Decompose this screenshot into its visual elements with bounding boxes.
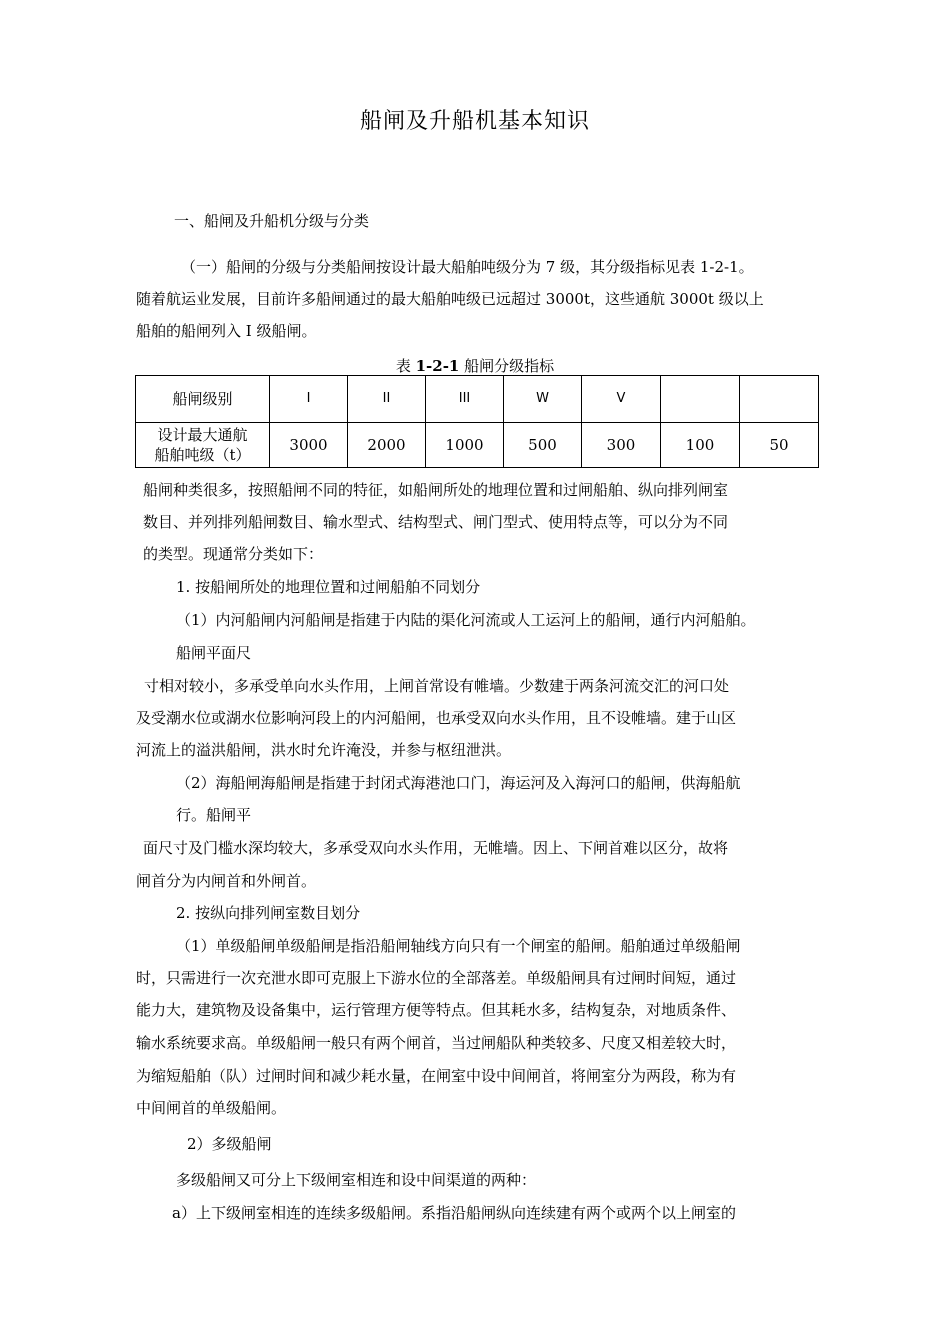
paragraph-line: 数目、并列排列船闸数目、输水型式、结构型式、闸门型式、使用特点等，可以分为不同 [143,513,729,531]
grade-cell: II [348,376,426,423]
paragraph-line: 闸首分为内闸首和外闸首。 [136,872,317,890]
paragraph-line: a）上下级闸室相连的连续多级船闸。系指沿船闸纵向连续建有两个或两个以上闸室的 [172,1204,736,1222]
table-header-label: 船闸级别 [136,376,270,423]
grade-cell: W [504,376,582,423]
paragraph-line: （1）单级船闸单级船闸是指沿船闸轴线方向只有一个闸室的船闸。船舶通过单级船闸 [176,937,741,955]
table-row [136,423,819,468]
row-label-line: 设计最大通航 [157,426,248,444]
value-cell: 2000 [348,423,426,468]
paragraph-line: 河流上的溢洪船闸，洪水时允许淹没，并参与枢纽泄洪。 [136,741,512,759]
paragraph-line: 能力大，建筑物及设备集中，运行管理方便等特点。但其耗水多，结构复杂，对地质条件、 [136,1001,737,1019]
page-title: 船闸及升船机基本知识 [359,109,590,134]
paragraph-line: （一）船闸的分级与分类船闸按设计最大船舶吨级分为 7 级，其分级指标见表 1-2-1。 [181,258,754,276]
paragraph-line: 及受潮水位或湖水位影响河段上的内河船闸，也承受双向水头作用，且不设帷墙。建于山区 [136,709,737,727]
paragraph-line: （2）海船闸海船闸是指建于封闭式海港池口门，海运河及入海河口的船闸，供海船航 [176,774,741,792]
value-cell: 1000 [426,423,504,468]
list-heading: 2）多级船闸 [187,1135,272,1153]
value-cell: 300 [582,423,661,468]
paragraph-line: 面尺寸及门槛水深均较大，多承受双向水头作用，无帷墙。因上、下闸首难以区分，故将 [143,839,729,857]
paragraph-line: 船闸种类很多，按照船闸不同的特征，如船闸所处的地理位置和过闸船舶、纵向排列闸室 [143,481,729,499]
table-caption-text: 船闸分级指标 [459,357,555,375]
table-caption [0,356,950,376]
paragraph-line: 随着航运业发展，目前许多船闸通过的最大船舶吨级已远超过 3000t，这些通航 3000t 级以上 [136,290,764,308]
table-caption-number: 1-2-1 [415,357,460,375]
paragraph-line: 时，只需进行一次充泄水即可克服上下游水位的全部落差。单级船闸具有过闸时间短，通过 [136,969,737,987]
section-heading: 一、船闸及升船机分级与分类 [174,212,370,230]
table-caption-prefix: 表 [395,357,416,375]
paragraph-line: 寸相对较小，多承受单向水头作用，上闸首常设有帷墙。少数建于两条河流交汇的河口处 [144,677,730,695]
paragraph-line: 多级船闸又可分上下级闸室相连和设中间渠道的两种： [176,1171,537,1189]
paragraph-line: 为缩短船舶（队）过闸时间和减少耗水量，在闸室中设中间闸首，将闸室分为两段，称为有 [136,1067,737,1085]
value-cell: 500 [504,423,582,468]
table-header-row [136,376,819,423]
list-heading: 1. 按船闸所处的地理位置和过闸船舶不同划分 [176,578,481,596]
table-row-label [136,423,270,468]
paragraph-line: （1）内河船闸内河船闸是指建于内陆的渠化河流或人工运河上的船闸，通行内河船舶。 [176,611,756,629]
value-cell: 3000 [270,423,348,468]
value-cell: 100 [661,423,740,468]
paragraph-line: 船闸平面尺 [176,644,252,662]
grade-cell: V [582,376,661,423]
paragraph-line: 中间闸首的单级船闸。 [136,1099,287,1117]
value-cell: 50 [740,423,819,468]
grade-cell: I [270,376,348,423]
lock-grade-table [135,375,819,468]
paragraph-line: 船舶的船闸列入 I 级船闸。 [136,322,317,340]
grade-cell [740,376,819,423]
paragraph-line: 输水系统要求高。单级船闸一般只有两个闸首，当过闸船队种类较多、尺度又相差较大时， [136,1034,737,1052]
row-label-line: 船舶吨级（t） [154,446,251,464]
grade-cell [661,376,740,423]
paragraph-line: 行。船闸平 [176,806,252,824]
paragraph-line: 的类型。现通常分类如下： [143,545,324,563]
grade-cell: III [426,376,504,423]
list-heading: 2. 按纵向排列闸室数目划分 [176,904,361,922]
